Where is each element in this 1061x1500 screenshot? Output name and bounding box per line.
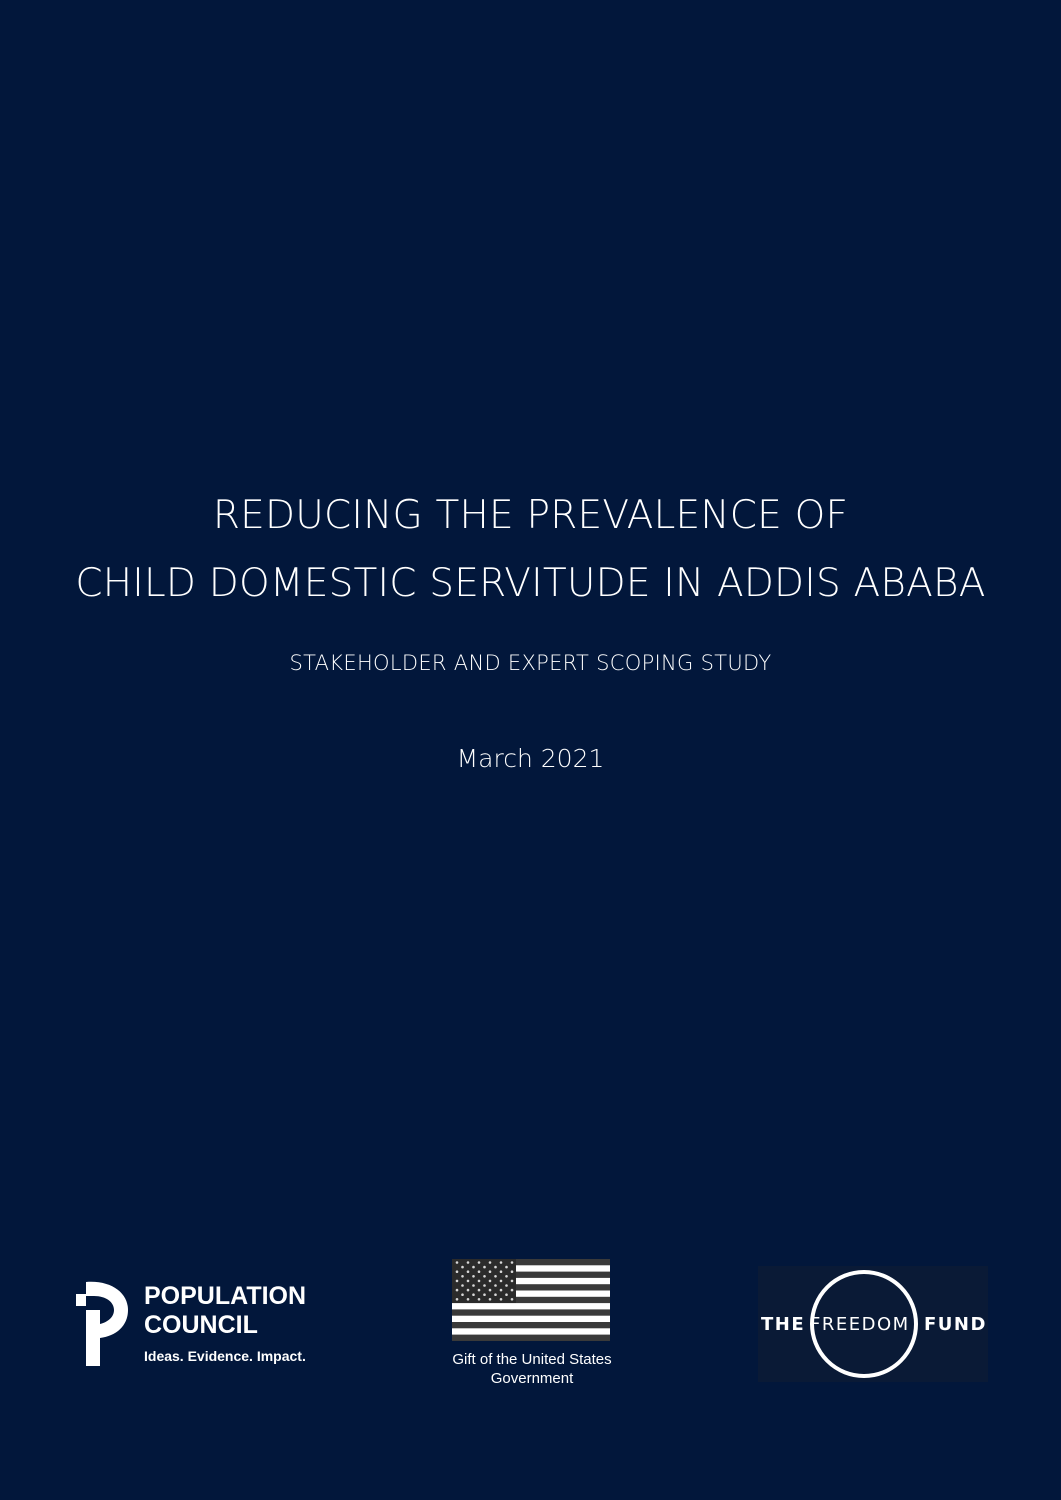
flag-star <box>505 1275 508 1278</box>
population-council-name-line-1: POPULATION <box>144 1282 307 1310</box>
flag-star <box>461 1284 464 1287</box>
population-council-logo <box>76 1278 316 1373</box>
flag-star <box>489 1280 492 1283</box>
flag-star <box>467 1298 470 1301</box>
flag-star <box>456 1280 459 1283</box>
freedom-fund-logo <box>758 1266 988 1382</box>
flag-star <box>483 1275 486 1278</box>
flag-star <box>478 1298 481 1301</box>
flag-star <box>489 1289 492 1292</box>
flag-star <box>472 1275 475 1278</box>
flag-star <box>511 1261 514 1264</box>
flag-star <box>461 1266 464 1269</box>
flag-star <box>461 1293 464 1296</box>
flag-star <box>494 1284 497 1287</box>
population-council-p-icon <box>76 1280 130 1366</box>
flag-star <box>478 1270 481 1273</box>
flag-star <box>483 1293 486 1296</box>
flag-star <box>472 1284 475 1287</box>
report-subtitle: STAKEHOLDER AND EXPERT SCOPING STUDY <box>289 651 772 675</box>
flag-star <box>494 1293 497 1296</box>
flag-star <box>489 1270 492 1273</box>
flag-star <box>467 1280 470 1283</box>
report-title-line-1: REDUCING THE PREVALENCE OF <box>212 493 849 538</box>
flag-star <box>500 1280 503 1283</box>
us-flag-caption-line-1: Gift of the United States <box>452 1351 612 1368</box>
flag-star <box>456 1261 459 1264</box>
freedom-fund-word-fund: FUND <box>924 1314 987 1335</box>
flag-star <box>456 1270 459 1273</box>
flag-star <box>467 1261 470 1264</box>
population-council-name <box>144 1282 306 1340</box>
us-flag-icon <box>452 1259 610 1341</box>
flag-star <box>478 1261 481 1264</box>
flag-star <box>500 1289 503 1292</box>
flag-star <box>456 1298 459 1301</box>
flag-star <box>483 1284 486 1287</box>
us-flag-caption-line-2: Government <box>490 1370 574 1387</box>
freedom-fund-word-the: THE <box>761 1314 806 1335</box>
flag-star <box>478 1289 481 1292</box>
flag-star <box>511 1280 514 1283</box>
flag-star <box>456 1289 459 1292</box>
flag-star <box>483 1266 486 1269</box>
flag-star <box>461 1275 464 1278</box>
flag-star <box>467 1289 470 1292</box>
flag-star <box>511 1298 514 1301</box>
flag-star <box>489 1298 492 1301</box>
flag-star <box>505 1293 508 1296</box>
report-title <box>0 482 1061 618</box>
flag-star <box>472 1293 475 1296</box>
report-title-line-2: CHILD DOMESTIC SERVITUDE IN ADDIS ABABA <box>75 561 986 606</box>
flag-star <box>505 1284 508 1287</box>
flag-star <box>511 1289 514 1292</box>
us-flag-caption <box>420 1350 644 1388</box>
flag-star <box>500 1261 503 1264</box>
report-date: March 2021 <box>456 744 605 773</box>
flag-star <box>511 1270 514 1273</box>
population-council-name-line-2: COUNCIL <box>144 1311 258 1339</box>
flag-star <box>494 1266 497 1269</box>
flag-star <box>505 1266 508 1269</box>
flag-star <box>489 1261 492 1264</box>
flag-star <box>500 1270 503 1273</box>
flag-star <box>467 1270 470 1273</box>
flag-star <box>472 1266 475 1269</box>
population-council-tagline: Ideas. Evidence. Impact. <box>144 1348 306 1364</box>
flag-star <box>500 1298 503 1301</box>
flag-star <box>494 1275 497 1278</box>
freedom-fund-word-freedom: FREEDOM <box>810 1314 910 1335</box>
us-flag-logo <box>452 1259 610 1341</box>
flag-star <box>478 1280 481 1283</box>
